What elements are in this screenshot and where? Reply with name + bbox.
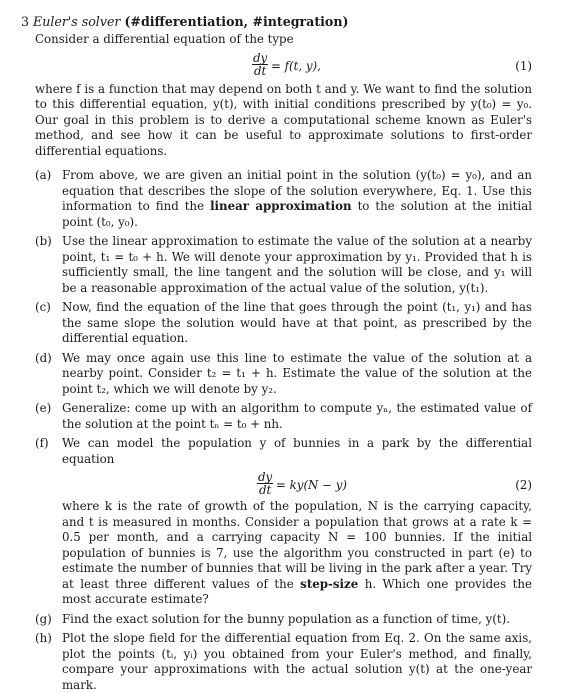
eq2-rhs: = ky(N − y): [276, 478, 348, 492]
part-text: Find the exact solution for the bunny population as a function of time, y(t).: [62, 611, 510, 626]
part-b: [35, 234, 532, 296]
part-label: (c): [35, 300, 51, 314]
part-h: [35, 631, 532, 693]
eq2-fraction: [257, 471, 273, 496]
part-bold-term: linear approximation: [210, 199, 352, 213]
part-d: [35, 351, 532, 398]
part-text: We can model the population y of bunnies in a park by the differential equation: [62, 436, 532, 466]
part-c: [35, 300, 532, 347]
part-text-after: to the solution at the initial point (t₀, y₀).: [62, 199, 532, 229]
eq1-label: (1): [515, 58, 532, 73]
part-f-continued-text: where k is the rate of growth of the population, N is the carrying capacity, and t is measured in months. Consider a population that grows at a rate k = 0.5 per month, and a carrying capacity N = 100 bunnies. If the initial population of bunnies is 7, use the algorithm you constructed in part (e) to estimate the number of bunnies that will be living in the park after a year. Try at least three different values of the: [62, 499, 532, 591]
eq1-denominator: dt: [253, 63, 267, 78]
problem-title: Euler's solver: [33, 14, 121, 29]
part-f-continued-after: h. Which one provides the most accurate estimate?: [62, 576, 532, 606]
part-text: Use the linear approximation to estimate the value of the solution at a nearby point, t₁ = t₀ + h. We will denote your approximation by y₁. Provided that h is sufficiently small, the line tangent and the solution will be close, and y₁ will be a reasonable approximation of the actual value of the solution, y(t₁).: [62, 234, 532, 295]
part-label: (g): [35, 611, 52, 626]
part-text: Now, find the equation of the line that goes through the point (t₁, y₁) and has the same slope the solution would have at that point, as prescribed by the differential equation.: [62, 300, 532, 345]
intro-text: Consider a differential equation of the type: [35, 32, 294, 46]
eq2-label: (2): [515, 478, 532, 492]
part-label: (e): [35, 401, 52, 415]
part-text: We may once again use this line to estimate the value of the solution at a nearby point. Consider t₂ = t₁ + h. Estimate the value of the solution at the point t₂, which we will denote by y₂.: [62, 350, 532, 396]
problem-number: 3: [21, 14, 30, 29]
equation-1: [21, 48, 532, 82]
part-f: [35, 436, 532, 608]
equation-2: [62, 467, 532, 499]
part-text: Plot the slope field for the differential equation from Eq. 2. On the same axis, plot the points (tᵢ, yᵢ) you obtained from your Euler's method, and finally, compare your approximations with the actual solution y(t) at the one-year mark.: [62, 631, 532, 692]
part-label: (a): [35, 168, 52, 182]
part-label: (h): [35, 631, 52, 645]
parts-list: [35, 168, 532, 693]
part-text: Generalize: come up with an algorithm to compute yₙ, the estimated value of the solution at the point tₙ = t₀ + nh.: [62, 401, 532, 431]
problem-tags: (#differentiation, #integration): [124, 14, 349, 29]
eq2-denominator: dt: [258, 483, 272, 497]
problem-heading: [21, 14, 532, 30]
eq1-fraction: [252, 52, 268, 77]
eq1-rhs: = f(t, y),: [271, 58, 321, 73]
part-text: From above, we are given an initial point in the solution (y(t₀) = y₀), and an equation that describes the slope of the solution everywhere, Eq. 1. Use this information to find the: [62, 168, 532, 213]
part-label: (d): [35, 350, 52, 365]
part-label: (b): [35, 234, 52, 248]
description-text: where f is a function that may depend on both t and y. We want to find the solution to this differential equation, y(t), with initial conditions prescribed by y(t₀) = y₀. Our goal in this problem is to derive a computational scheme known as Euler's method, and see how it can be useful to approximate solutions to first-order differential equations.: [35, 81, 532, 158]
eq2-numerator: dy: [258, 470, 273, 484]
part-g: [35, 612, 532, 628]
part-a: [35, 168, 532, 230]
part-label: (f): [35, 436, 49, 450]
eq1-numerator: dy: [253, 50, 268, 65]
part-e: [35, 401, 532, 432]
part-f-bold-term: step-size: [300, 576, 359, 591]
